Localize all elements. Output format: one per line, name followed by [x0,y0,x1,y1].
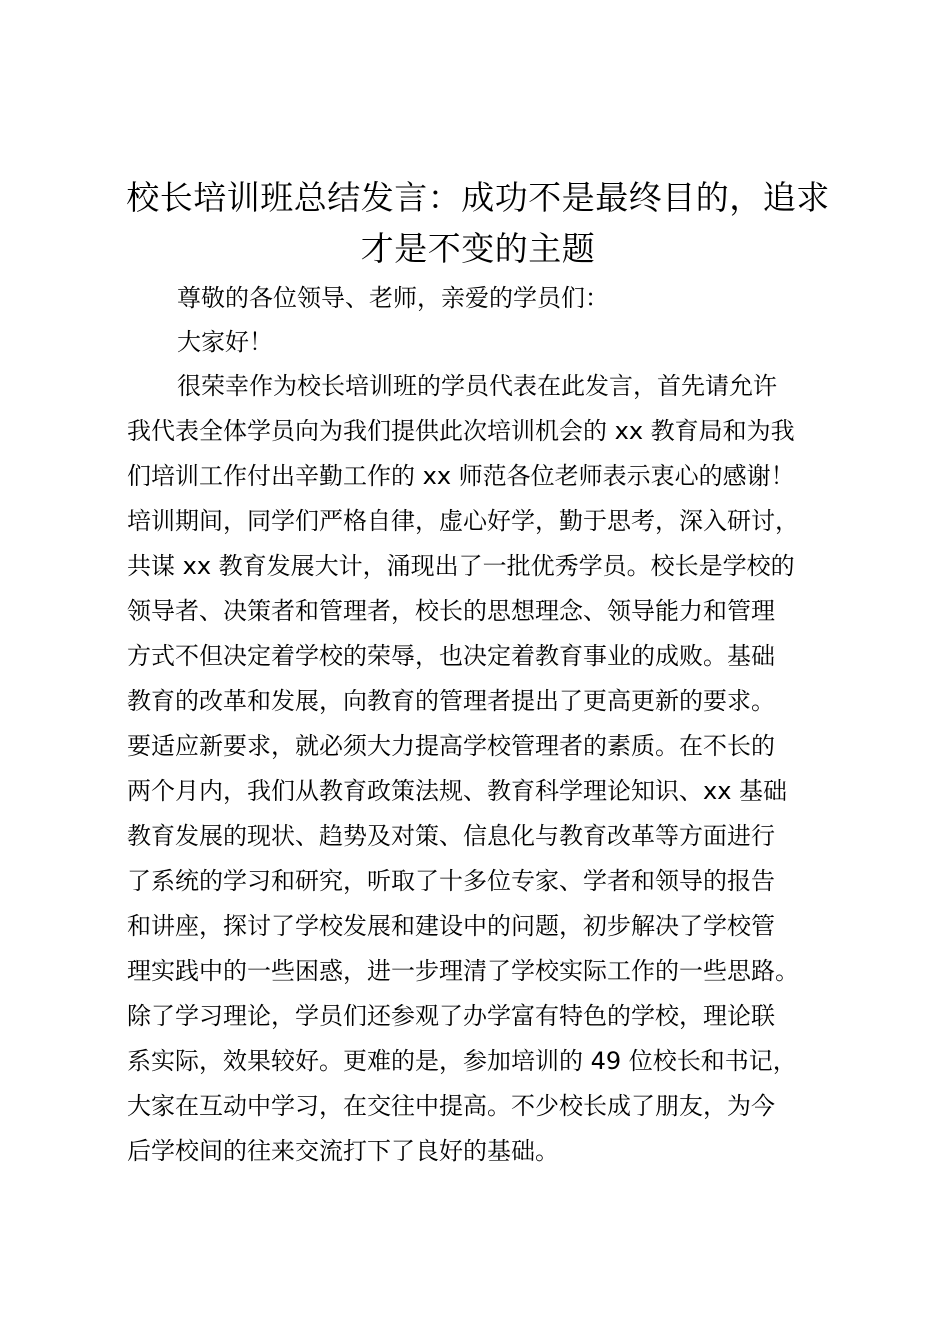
paragraph-line: 们培训工作付出辛勤工作的 xx 师范各位老师表示衷心的感谢！ [127,462,795,490]
paragraph-line: 共谋 xx 教育发展大计，涌现出了一批优秀学员。校长是学校的 [127,552,795,580]
paragraph-line: 了系统的学习和研究，听取了十多位专家、学者和领导的报告 [127,867,775,895]
paragraph-line: 方式不但决定着学校的荣辱，也决定着教育事业的成败。基础 [127,642,775,670]
paragraph-line: 大家在互动中学习，在交往中提高。不少校长成了朋友，为今 [127,1092,775,1120]
paragraph-line: 理实践中的一些困惑，进一步理清了学校实际工作的一些思路。 [127,957,799,985]
paragraph-line: 教育发展的现状、趋势及对策、信息化与教育改革等方面进行 [127,822,775,850]
document-title: 校长培训班总结发言：成功不是最终目的，追求才是不变的主题 [126,178,830,268]
paragraph-line: 后学校间的往来交流打下了良好的基础。 [127,1137,559,1165]
paragraph-line: 领导者、决策者和管理者，校长的思想理念、领导能力和管理 [127,597,775,625]
paragraph-line: 我代表全体学员向为我们提供此次培训机会的 xx 教育局和为我 [127,417,795,445]
paragraph-line: 培训期间，同学们严格自律，虚心好学，勤于思考，深入研讨， [127,507,799,535]
paragraph-line: 教育的改革和发展，向教育的管理者提出了更高更新的要求。 [127,687,775,715]
paragraph-line: 要适应新要求，就必须大力提高学校管理者的素质。在不长的 [127,732,775,760]
paragraph-first-line: 很荣幸作为校长培训班的学员代表在此发言，首先请允许 [177,372,777,400]
paragraph-line: 两个月内，我们从教育政策法规、教育科学理论知识、xx 基础 [127,777,788,805]
paragraph-line: 和讲座，探讨了学校发展和建设中的问题，初步解决了学校管 [127,912,775,940]
salutation: 尊敬的各位领导、老师，亲爱的学员们： [177,284,609,312]
paragraph-line: 系实际，效果较好。更难的是，参加培训的 49 位校长和书记， [127,1047,797,1075]
greeting: 大家好！ [177,328,273,356]
paragraph-line: 除了学习理论，学员们还参观了办学富有特色的学校，理论联 [127,1002,775,1030]
